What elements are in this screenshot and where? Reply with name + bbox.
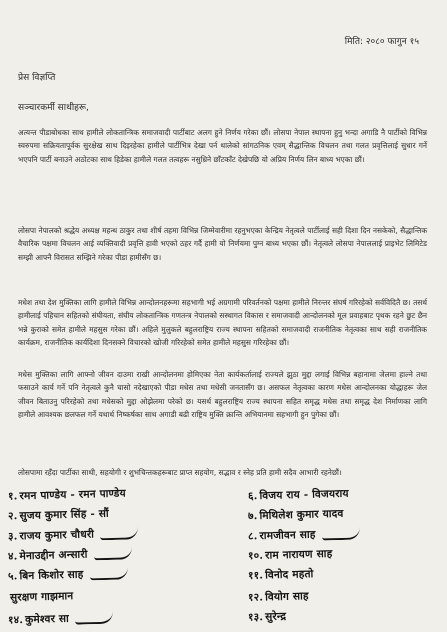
closing-note: लोसपामा रहँदा पार्टीका साथी, सहयोगी र शुभचिन्तकहरूबाट प्राप्त सहयोग, सद्भाव र स्नेह प्रति हामी सदैव आभारी रहनेछौं। <box>18 468 342 477</box>
signature-entry: १४. कुमेश्वर सा <box>8 611 113 628</box>
signature-entry: ८. रामजीवन साह <box>248 527 360 544</box>
signature-entry: ४. मेनाउद्दीन अन्सारी <box>8 546 132 563</box>
signature-entry: ७. मिथिलेश कुमार यादव <box>247 507 344 523</box>
signature-entry: ५. बिन किशोर साह <box>8 566 128 583</box>
signature-entry: २. सुजय कुमार सिंह - सौं <box>7 507 109 523</box>
signature-entry: १०. राम नारायण साह <box>247 547 333 563</box>
signature-entry: ३. राजय कुमार चौधरी <box>8 526 138 543</box>
signature-entry: १३. सुरेन्द्र <box>247 610 287 624</box>
paragraph-2: लोसपा नेपालको श्रद्धेय अध्यक्ष महन्थ ठाकुर तथा शीर्ष तहमा विभिन्न जिम्मेवारीमा रहनुभएका केन्द्रिय नेतृत्वले पार्टीलाई सही दिशा दिन नसकेको, सैद्धान्तिक वैचारिक पक्षमा विचलन आई व्यक्तिवादी प्रवृत्ति हावी भएको ठहर गर्दै हामी यो निर्णयमा पुग्न बाध्य भएका छौं। नेतृत्वले लोसपा नेपाललाई प्राइभेट लिमिटेड सम्झी आफ्नै विरासत सम्झिने गरेका पीडा हामीसँग छ। <box>18 226 427 262</box>
signature-entry: सुरक्षण गाझमान <box>9 590 74 604</box>
paragraph-1: अत्यन्त पीडाबोधका साथ हामीले लोकतान्त्रिक समाजवादी पार्टीबाट अलग हुने निर्णय गरेका छौं। लोसपा नेपाल स्थापना हुनु भन्दा अगाडि नै पार्टीको विभिन्न स्वरुपमा सक्रियतापूर्वक सुरक्षेख साथ दिइरहेका हामीले पार्टीभित्र देखा पर्न थालेको सांगठनिक एवम् सैद्धान्तिक विचलन तथा गलत प्रवृत्तिलाई सुधार गर्ने भएपनि पार्टी बनाउने अठोटका साथ हिडेका हामीले गलत तत्वहरू नसुध्रिने छाँटकाँट देखेपछि यो अप्रिय निर्णय लिन बाध्य भएका छौं। <box>18 128 427 164</box>
paragraph-3: मधेश तथा देश मुक्तिका लागि हामीले विभिन्न आन्दोलनहरूमा सहभागी भई अग्रगामी परिवर्तनको पक्षमा हामीले निरन्तर संघर्ष गरिरहेको सर्वविदितै छ। तसर्थ हामीलाई पहिचान सहितको संघीयता, संघीय लोकतान्त्रिक गणतन्त्र नेपालको सस्थागत विकास र समाजवादी आन्दोलनको मूल प्रवाहबाट पृथक रहने छुट छैन भन्ने कुराको समेत हामीले महसुस गरेका छौं। अहिले मुलुकले बहुलराष्ट्रिय राज्य स्थापना सहितको समाजवादी राजनीतिक नेतृत्वका साथ सही राजनीतिक कार्यक्रम, राजनीतिक कार्यदिशा दिनसक्ने विचारको खोजी गरिरहेको समेत हामीले महसुस गरिरहेका छौं। <box>18 298 427 347</box>
signature-entry: १२. वियोग साह <box>247 590 309 604</box>
salutation: सञ्चारकर्मी साथीहरू, <box>18 103 89 113</box>
signature-entry: ११. विनोद महतो <box>247 568 314 582</box>
document-heading: प्रेस विज्ञप्ति <box>18 73 56 83</box>
paragraph-4: मधेस मुक्तिका लागि आफ्नो जीवन दाउमा राखी आन्दोलनमा होमिएका नेता कार्यकर्तालाई राज्यले झुठा मुद्दा लगाई विभिन्न बहानामा जेलमा हाल्ने तथा फसाउने कार्य गर्ने पनि नेतृत्वले कुनै चासो नदेखाएको पीडा मधेस तथा मधेसी जनतासँग छ। असफल नेतृत्वका कारण मधेस आन्दोलनका योद्धाहरू जेल जीवन बिताउनु परिरहेको तथा मधेसको मुद्दा ओझेलमा परेको छ। यसर्थ बहुलराष्ट्रिय राज्य स्थापना सहित समृद्ध मधेस तथा समृद्ध देश निर्माणका लागि हामीले आवश्यक छलफल गर्ने यथार्थ निष्कर्षका साथ अगाडी बढी राष्ट्रिय मुक्ति क्रान्ति अभियानमा सहभागी हुन पुगेका छौं। <box>18 370 427 419</box>
signature-entry: १. रमन पाण्डेय - रमन पाण्डेय <box>7 487 126 503</box>
signature-entry: ६. विजय राय - विजयराय <box>247 487 349 503</box>
date: मिति: २०८० फागुन १५ <box>344 37 419 47</box>
signature-list <box>0 486 447 632</box>
